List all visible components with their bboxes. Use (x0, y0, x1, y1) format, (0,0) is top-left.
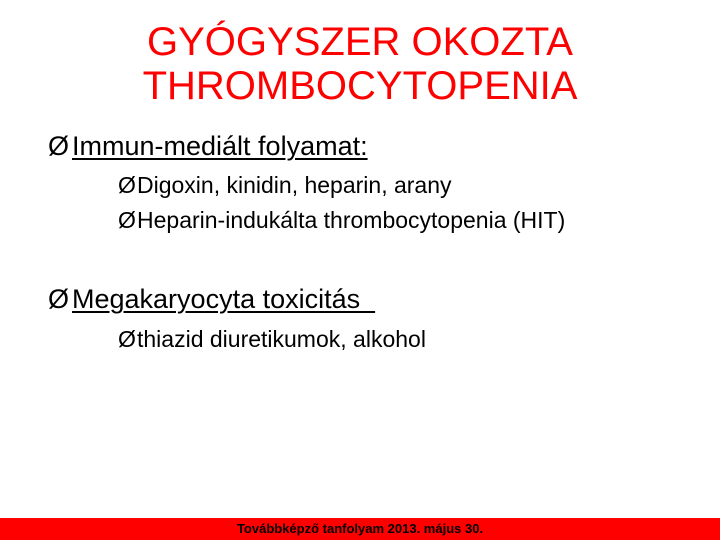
bullet-label: Megakaryocyta toxicitás (72, 284, 376, 314)
arrow-bullet-icon: Ø (118, 207, 136, 233)
subbullet-label: thiazid diuretikumok, alkohol (137, 326, 426, 352)
arrow-bullet-icon: Ø (48, 284, 70, 314)
footer-bar (0, 518, 720, 540)
arrow-bullet-icon: Ø (118, 326, 136, 352)
bullet-label: Immun-mediált folyamat: (72, 131, 368, 161)
subbullet-digoxin (118, 172, 452, 199)
bullet-immune-mediated (48, 131, 368, 162)
subbullet-hit (118, 207, 565, 234)
slide-title (0, 20, 720, 108)
subbullet-label: Digoxin, kinidin, heparin, arany (137, 172, 452, 198)
subbullet-thiazide (118, 326, 426, 353)
subbullet-label: Heparin-indukálta thrombocytopenia (HIT) (137, 207, 566, 233)
title-line-2: THROMBOCYTOPENIA (142, 64, 578, 108)
footer-text: Továbbképző tanfolyam 2013. május 30. (236, 521, 484, 536)
arrow-bullet-icon: Ø (48, 131, 70, 161)
arrow-bullet-icon: Ø (118, 172, 136, 198)
title-line-1: GYÓGYSZER OKOZTA (147, 20, 573, 64)
bullet-megakaryocyte-toxicity (48, 284, 375, 315)
